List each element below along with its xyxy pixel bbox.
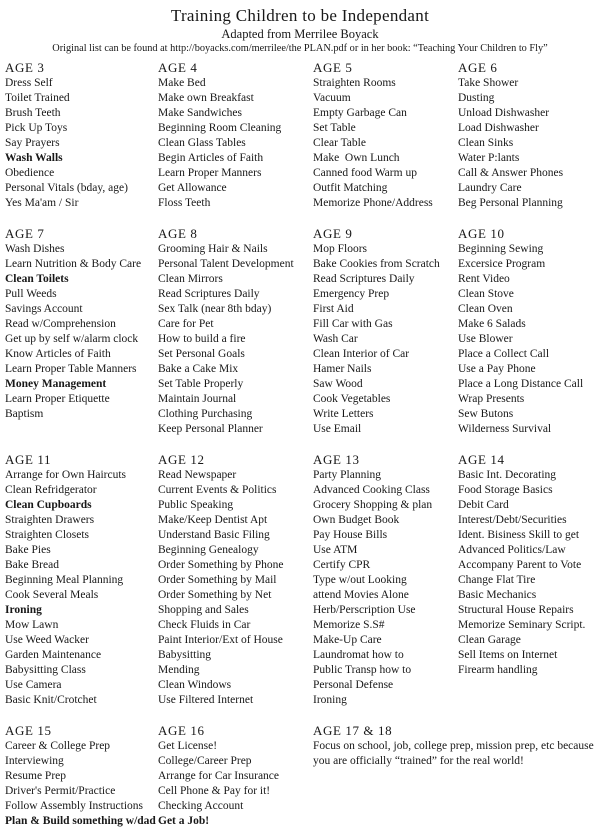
list-item: Structural House Repairs: [458, 604, 574, 616]
list-item: Clean Mirrors: [158, 273, 223, 285]
list-item: Garden Maintenance: [5, 649, 102, 661]
list-item: Get License!: [158, 740, 218, 752]
list-item: Type w/out Looking: [313, 574, 407, 586]
list-item: Change Flat Tire: [458, 574, 536, 586]
list-item: Saw Wood: [313, 378, 363, 390]
list-item: Make own Breakfast: [158, 92, 254, 104]
age-section: [458, 451, 600, 708]
source-line: Original list can be found at http://boyacks.com/merrilee/the PLAN.pdf or in her book: “Teaching Your Children to Fly”: [52, 43, 548, 54]
list-item: Emergency Prep: [313, 288, 390, 300]
list-item: Unload Dishwasher: [458, 107, 550, 119]
list-item: Check Fluids in Car: [158, 619, 251, 631]
list-item: Obedience: [5, 167, 55, 179]
section-paragraph: Focus on school, job, college prep, mission prep, etc because you are officially “trained” for the real world!: [313, 740, 594, 767]
list-item: Get a Job!: [158, 815, 210, 827]
list-item: Checking Account: [158, 800, 244, 812]
list-item: Yes Ma'am / Sir: [5, 197, 79, 209]
list-item: Place a Collect Call: [458, 348, 550, 360]
list-item: Clean Interior of Car: [313, 348, 410, 360]
list-item: Advanced Politics/Law: [458, 544, 566, 556]
list-item: Babysitting: [158, 649, 212, 661]
list-item: Read Newspaper: [158, 469, 237, 481]
section-heading: AGE 16: [158, 723, 205, 738]
list-item: Excersice Program: [458, 258, 546, 270]
list-item: Clothing Purchasing: [158, 408, 253, 420]
list-item: Driver's Permit/Practice: [5, 785, 116, 797]
list-item: Debit Card: [458, 499, 509, 511]
list-item: Mending: [158, 664, 200, 676]
document-header: [0, 6, 600, 54]
list-item: Party Planning: [313, 469, 382, 481]
list-item: Order Something by Mail: [158, 574, 277, 586]
list-item: Straighten Closets: [5, 529, 90, 541]
list-item: College/Career Prep: [158, 755, 252, 767]
list-item: Wash Walls: [5, 152, 63, 164]
list-item: How to build a fire: [158, 333, 246, 345]
list-item: Call & Answer Phones: [458, 167, 564, 179]
page-title: Training Children to be Independant: [170, 6, 430, 25]
list-item: Empty Garbage Can: [313, 107, 407, 119]
list-item: Understand Basic Filing: [158, 529, 270, 541]
list-item: Sex Talk (near 8th bday): [158, 303, 272, 315]
list-item: Clean Glass Tables: [158, 137, 246, 149]
list-item: Keep Personal Planner: [158, 423, 263, 435]
list-item: Toilet Trained: [5, 92, 70, 104]
list-item: Follow Assembly Instructions: [5, 800, 144, 812]
list-item: Clean Refridgerator: [5, 484, 97, 496]
list-item: Water P:lants: [458, 152, 520, 164]
list-item: Set Personal Goals: [158, 348, 245, 360]
list-item: Use Filtered Internet: [158, 694, 254, 706]
list-item: Order Something by Net: [158, 589, 272, 601]
list-item: Learn Proper Etiquette: [5, 393, 110, 405]
list-item: Mow Lawn: [5, 619, 59, 631]
list-item: Straighten Rooms: [313, 77, 396, 89]
list-item: Read w/Comprehension: [5, 318, 116, 330]
list-item: Read Scriptures Daily: [158, 288, 260, 300]
page-subtitle: Adapted from Merrilee Boyack: [221, 27, 379, 41]
list-item: Fill Car with Gas: [313, 318, 393, 330]
list-item: Know Articles of Faith: [5, 348, 111, 360]
list-item: Vacuum: [313, 92, 351, 104]
age-sections-grid: [0, 54, 600, 829]
list-item: Wash Dishes: [5, 243, 65, 255]
list-item: Order Something by Phone: [158, 559, 284, 571]
age-section: [5, 722, 158, 829]
list-item: Make-Up Care: [313, 634, 382, 646]
age-section: [5, 225, 158, 437]
list-item: Baptism: [5, 408, 44, 420]
age-section: [158, 225, 313, 437]
list-item: Wilderness Survival: [458, 423, 552, 435]
list-item: Brush Teeth: [5, 107, 61, 119]
list-item: Beg Personal Planning: [458, 197, 563, 209]
list-item: Make 6 Salads: [458, 318, 526, 330]
section-heading: AGE 14: [458, 452, 505, 467]
section-heading: AGE 11: [5, 452, 52, 467]
list-item: Resume Prep: [5, 770, 67, 782]
list-item: Interest/Debt/Securities: [458, 514, 567, 526]
list-item: Floss Teeth: [158, 197, 211, 209]
list-item: Learn Proper Table Manners: [5, 363, 137, 375]
list-item: Pay House Bills: [313, 529, 388, 541]
list-item: Grocery Shopping & plan: [313, 499, 433, 511]
age-section: [5, 451, 158, 708]
list-item: Advanced Cooking Class: [313, 484, 430, 496]
list-item: Own Budget Book: [313, 514, 400, 526]
age-section: [313, 225, 458, 437]
list-item: Clean Toilets: [5, 273, 69, 285]
list-item: Cell Phone & Pay for it!: [158, 785, 271, 797]
list-item: Beginning Room Cleaning: [158, 122, 282, 134]
list-item: Make/Keep Dentist Apt: [158, 514, 268, 526]
section-heading: AGE 10: [458, 226, 505, 241]
list-item: First Aid: [313, 303, 354, 315]
age-section: [158, 59, 313, 211]
list-item: Money Management: [5, 378, 107, 390]
list-item: Current Events & Politics: [158, 484, 277, 496]
list-item: Dusting: [458, 92, 495, 104]
list-item: Certify CPR: [313, 559, 371, 571]
list-item: Basic Mechanics: [458, 589, 537, 601]
section-heading: AGE 12: [158, 452, 205, 467]
age-section: [313, 722, 600, 829]
list-item: Personal Defense: [313, 679, 394, 691]
section-heading: AGE 6: [458, 60, 498, 75]
age-section: [158, 722, 313, 829]
list-item: Firearm handling: [458, 664, 538, 676]
list-item: Wrap Presents: [458, 393, 525, 405]
list-item: Paint Interior/Ext of House: [158, 634, 283, 646]
list-item: Accompany Parent to Vote: [458, 559, 582, 571]
list-item: Memorize Phone/Address: [313, 197, 433, 209]
list-item: Hamer Nails: [313, 363, 372, 375]
list-item: Place a Long Distance Call: [458, 378, 584, 390]
list-item: Sell Items on Internet: [458, 649, 558, 661]
list-item: Use Weed Wacker: [5, 634, 89, 646]
list-item: Wash Car: [313, 333, 358, 345]
list-item: Ironing: [5, 604, 42, 616]
list-item: Plan & Build something w/dad: [5, 815, 156, 827]
list-item: Cook Several Meals: [5, 589, 99, 601]
list-item: Maintain Journal: [158, 393, 237, 405]
age-section: [313, 59, 458, 211]
list-item: Clean Cupboards: [5, 499, 92, 511]
list-item: Ident. Bisiness Skill to get: [458, 529, 580, 541]
section-heading: AGE 7: [5, 226, 45, 241]
list-item: Begin Articles of Faith: [158, 152, 264, 164]
list-item: Mop Floors: [313, 243, 367, 255]
list-item: Take Shower: [458, 77, 519, 89]
list-item: Grooming Hair & Nails: [158, 243, 268, 255]
list-item: Make Bed: [158, 77, 206, 89]
list-item: Make Own Lunch: [313, 152, 400, 164]
list-item: Use a Pay Phone: [458, 363, 536, 375]
list-item: Rent Video: [458, 273, 510, 285]
list-item: Clear Table: [313, 137, 366, 149]
list-item: Read Scriptures Daily: [313, 273, 415, 285]
list-item: Herb/Perscription Use: [313, 604, 416, 616]
age-section: [313, 451, 458, 708]
list-item: Get up by self w/alarm clock: [5, 333, 139, 345]
list-item: Use Blower: [458, 333, 513, 345]
list-item: Basic Knit/Crotchet: [5, 694, 97, 706]
list-item: Bake a Cake Mix: [158, 363, 239, 375]
list-item: Personal Talent Development: [158, 258, 294, 270]
list-item: Shopping and Sales: [158, 604, 249, 616]
list-item: Career & College Prep: [5, 740, 111, 752]
list-item: attend Movies Alone: [313, 589, 409, 601]
list-item: Write Letters: [313, 408, 374, 420]
list-item: Memorize Seminary Script.: [458, 619, 586, 631]
list-item: Laundromat how to: [313, 649, 404, 661]
section-heading: AGE 3: [5, 60, 45, 75]
list-item: Use Email: [313, 423, 362, 435]
list-item: Get Allowance: [158, 182, 227, 194]
section-heading: AGE 15: [5, 723, 52, 738]
age-section: [458, 59, 600, 211]
list-item: Outfit Matching: [313, 182, 388, 194]
list-item: Beginning Sewing: [458, 243, 544, 255]
list-item: Canned food Warm up: [313, 167, 417, 179]
list-item: Arrange for Car Insurance: [158, 770, 280, 782]
section-heading: AGE 17 & 18: [313, 723, 393, 738]
list-item: Straighten Drawers: [5, 514, 95, 526]
list-item: Savings Account: [5, 303, 83, 315]
list-item: Memorize S.S#: [313, 619, 385, 631]
section-heading: AGE 9: [313, 226, 353, 241]
list-item: Set Table Properly: [158, 378, 244, 390]
list-item: Use ATM: [313, 544, 358, 556]
list-item: Clean Garage: [458, 634, 521, 646]
list-item: Ironing: [313, 694, 347, 706]
section-heading: AGE 13: [313, 452, 360, 467]
list-item: Bake Bread: [5, 559, 59, 571]
list-item: Load Dishwasher: [458, 122, 539, 134]
list-item: Babysitting Class: [5, 664, 86, 676]
list-item: Clean Oven: [458, 303, 513, 315]
list-item: Food Storage Basics: [458, 484, 553, 496]
age-section: [158, 451, 313, 708]
list-item: Bake Pies: [5, 544, 51, 556]
list-item: Learn Nutrition & Body Care: [5, 258, 142, 270]
list-item: Public Transp how to: [313, 664, 412, 676]
list-item: Beginning Meal Planning: [5, 574, 124, 586]
list-item: Set Table: [313, 122, 356, 134]
list-item: Basic Int. Decorating: [458, 469, 557, 481]
list-item: Interviewing: [5, 755, 64, 767]
list-item: Dress Self: [5, 77, 53, 89]
section-heading: AGE 8: [158, 226, 198, 241]
list-item: Laundry Care: [458, 182, 522, 194]
section-heading: AGE 4: [158, 60, 198, 75]
list-item: Pull Weeds: [5, 288, 57, 300]
list-item: Beginning Genealogy: [158, 544, 259, 556]
list-item: Cook Vegetables: [313, 393, 391, 405]
list-item: Arrange for Own Haircuts: [5, 469, 127, 481]
list-item: Sew Butons: [458, 408, 514, 420]
list-item: Clean Windows: [158, 679, 232, 691]
section-heading: AGE 5: [313, 60, 353, 75]
age-section: [5, 59, 158, 211]
list-item: Public Speaking: [158, 499, 234, 511]
list-item: Clean Sinks: [458, 137, 514, 149]
list-item: Make Sandwiches: [158, 107, 242, 119]
list-item: Pick Up Toys: [5, 122, 68, 134]
list-item: Use Camera: [5, 679, 62, 691]
list-item: Care for Pet: [158, 318, 214, 330]
list-item: Learn Proper Manners: [158, 167, 262, 179]
list-item: Clean Stove: [458, 288, 514, 300]
list-item: Bake Cookies from Scratch: [313, 258, 440, 270]
list-item: Say Prayers: [5, 137, 60, 149]
age-section: [458, 225, 600, 437]
list-item: Personal Vitals (bday, age): [5, 182, 128, 194]
